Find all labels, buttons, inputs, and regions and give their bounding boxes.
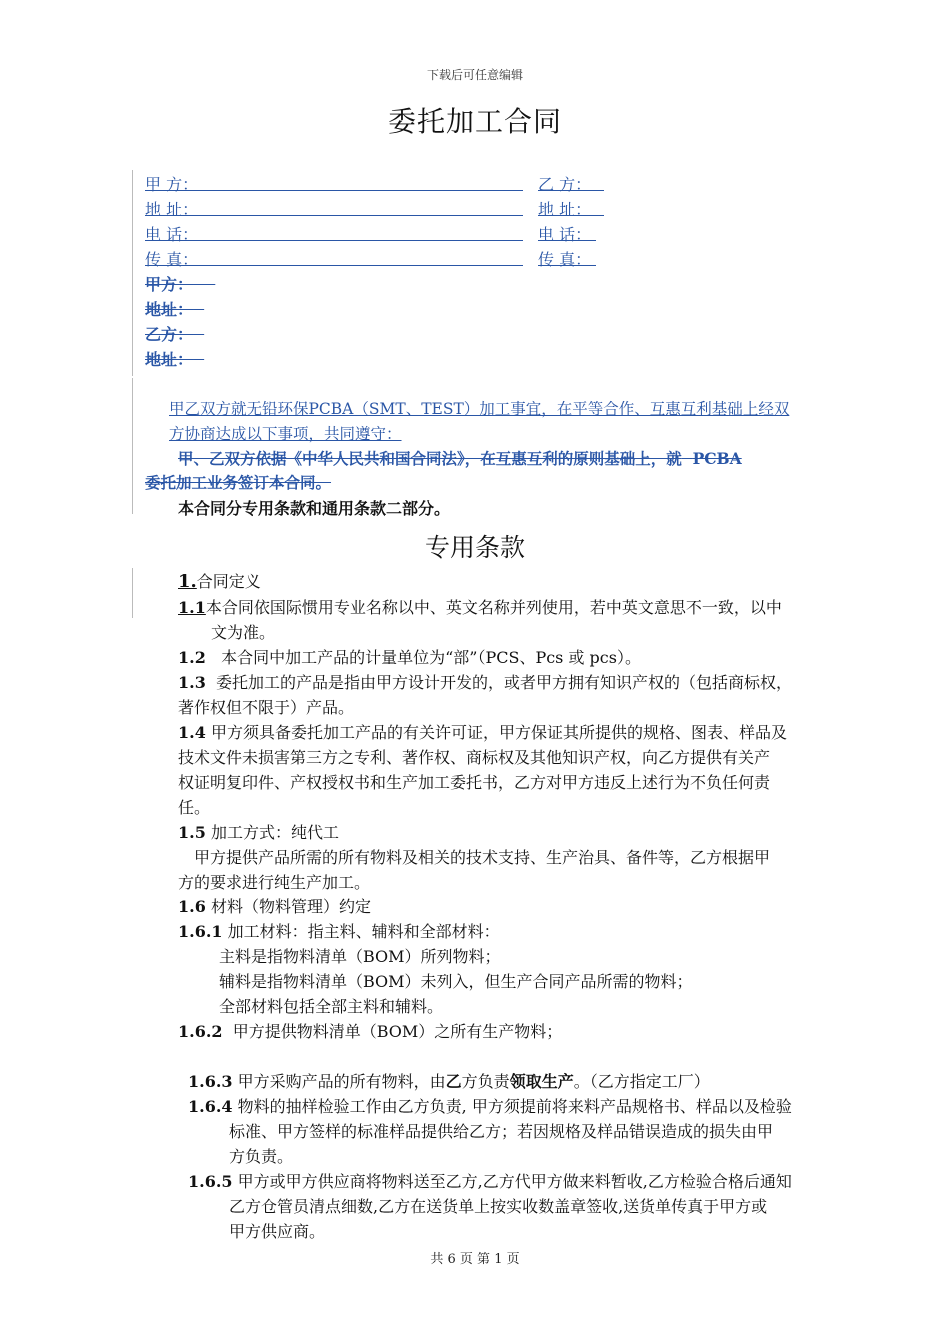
blank-line bbox=[145, 190, 523, 191]
revision-bar bbox=[132, 170, 133, 376]
revision-bar bbox=[132, 378, 133, 514]
clause-1-5: 1.5 加工方式：纯代工 bbox=[178, 823, 339, 842]
clause-1-4-cont-2: 权证明复印件、产权授权书和生产加工委托书，乙方对甲方违反上述行为不负任何责 bbox=[178, 773, 771, 792]
party-a-fax-row bbox=[145, 247, 198, 270]
blank-line bbox=[145, 215, 523, 216]
clause-1-6-5: 1.6.5 甲方或甲方供应商将物料送至乙方,乙方代甲方做来料暂收,乙方检验合格后通知 bbox=[188, 1172, 792, 1191]
clause-1-6-1-all: 全部材料包括全部主料和辅料。 bbox=[219, 997, 444, 1016]
party-b-phone-label: 电 话： bbox=[538, 225, 592, 244]
party-b-phone-row bbox=[538, 222, 591, 245]
blank-line bbox=[145, 265, 523, 266]
party-b-fax-row bbox=[538, 247, 591, 270]
party-a-phone-label: 电 话： bbox=[145, 225, 199, 244]
party-a-row bbox=[145, 172, 198, 195]
deleted-address-1: 地址： bbox=[145, 300, 194, 319]
blank-line bbox=[538, 240, 596, 241]
clause-1-6-1-aux: 辅料是指物料清单（BOM）未列入，但生产合同产品所需的物料； bbox=[219, 972, 693, 991]
contract-title: 委托加工合同 bbox=[387, 105, 562, 138]
intro-line-1: 甲乙双方就无铅环保PCBA（SMT、TEST）加工事宜，在平等合作、互惠互利基础上经双 bbox=[169, 400, 790, 418]
deleted-address-2: 地址： bbox=[145, 350, 194, 369]
clause-1-2: 1.2 本合同中加工产品的计量单位为“部”（PCS、Pcs 或 pcs）。 bbox=[178, 648, 641, 667]
party-a-fax-label: 传 真： bbox=[145, 250, 199, 269]
clause-1-6: 1.6 材料（物料管理）约定 bbox=[178, 897, 371, 916]
clause-1-5-detail: 甲方提供产品所需的所有物料及相关的技术支持、生产治具、备件等，乙方根据甲 bbox=[194, 848, 771, 867]
party-b-label: 乙 方： bbox=[538, 175, 592, 194]
party-b-address-row bbox=[538, 197, 591, 220]
section-title: 专用条款 bbox=[424, 533, 525, 562]
blank-line bbox=[145, 240, 523, 241]
revision-bar bbox=[132, 568, 133, 618]
clause-1-4-cont-1: 技术文件未损害第三方之专利、著作权、商标权及其他知识产权，向乙方提供有关产 bbox=[178, 748, 771, 767]
deleted-intro-line-1: 甲、乙双方依据《中华人民共和国合同法》，在互惠互利的原则基础上，就 PCBA bbox=[178, 449, 742, 468]
deleted-intro-line-2: 委托加工业务签订本合同。 bbox=[145, 473, 332, 492]
contract-structure-note: 本合同分专用条款和通用条款二部分。 bbox=[178, 499, 451, 518]
clause-1-1-cont: 文为准。 bbox=[211, 623, 276, 642]
party-a-phone-row bbox=[145, 222, 198, 245]
clause-1: 1.合同定义 bbox=[178, 571, 261, 592]
party-b-row bbox=[538, 172, 591, 195]
clause-1-3-cont: 著作权但不限于）产品。 bbox=[178, 698, 355, 717]
clause-1-6-1-main: 主料是指物料清单（BOM）所列物料； bbox=[219, 947, 501, 966]
clause-1-5-detail-cont: 方的要求进行纯生产加工。 bbox=[178, 873, 371, 892]
clause-1-6-5-cont-2: 甲方供应商。 bbox=[229, 1222, 326, 1241]
clause-1-1: 1.1本合同依国际惯用专业名称以中、英文名称并列使用，若中英文意思不一致，以中 bbox=[178, 598, 782, 617]
blank-line bbox=[538, 190, 604, 191]
clause-1-6-1: 1.6.1 加工材料：指主料、辅料和全部材料： bbox=[178, 922, 500, 941]
clause-1-6-4-cont-2: 方负责。 bbox=[229, 1147, 294, 1166]
clause-1-3: 1.3 委托加工的产品是指由甲方设计开发的，或者甲方拥有知识产权的（包括商标权， bbox=[178, 673, 793, 692]
blank-line bbox=[538, 215, 604, 216]
party-b-address-label: 地 址： bbox=[538, 200, 592, 219]
party-a-label: 甲 方： bbox=[145, 175, 199, 194]
clause-1-6-4: 1.6.4 物料的抽样检验工作由乙方负责, 甲方须提前将来料产品规格书、样品以及检验 bbox=[188, 1097, 792, 1116]
party-a-address-row bbox=[145, 197, 198, 220]
party-b-fax-label: 传 真： bbox=[538, 250, 592, 269]
intro-line-2: 方协商达成以下事项，共同遵守： bbox=[169, 425, 402, 443]
clause-1-6-4-cont-1: 标准、甲方签样的标准样品提供给乙方；若因规格及样品错误造成的损失由甲 bbox=[229, 1122, 774, 1141]
page-footer: 共 6 页 第 1 页 bbox=[430, 1252, 520, 1267]
party-a-address-label: 地 址： bbox=[145, 200, 199, 219]
clause-1-4: 1.4 甲方须具备委托加工产品的有关许可证，甲方保证其所提供的规格、图表、样品及 bbox=[178, 723, 787, 742]
deleted-party-a: 甲方： bbox=[145, 275, 194, 294]
clause-1-6-2: 1.6.2 甲方提供物料清单（BOM）之所有生产物料； bbox=[178, 1022, 563, 1041]
clause-1-6-3: 1.6.3 甲方采购产品的所有物料，由乙方负责领取生产。（乙方指定工厂） bbox=[188, 1072, 710, 1091]
clause-1-6-5-cont-1: 乙方仓管员清点细数,乙方在送货单上按实收数盖章签收,送货单传真于甲方或 bbox=[229, 1197, 768, 1216]
clause-1-4-cont-3: 任。 bbox=[178, 798, 211, 817]
download-note: 下载后可任意编辑 bbox=[426, 68, 523, 82]
blank-line bbox=[538, 265, 596, 266]
deleted-party-b: 乙方： bbox=[145, 325, 194, 344]
